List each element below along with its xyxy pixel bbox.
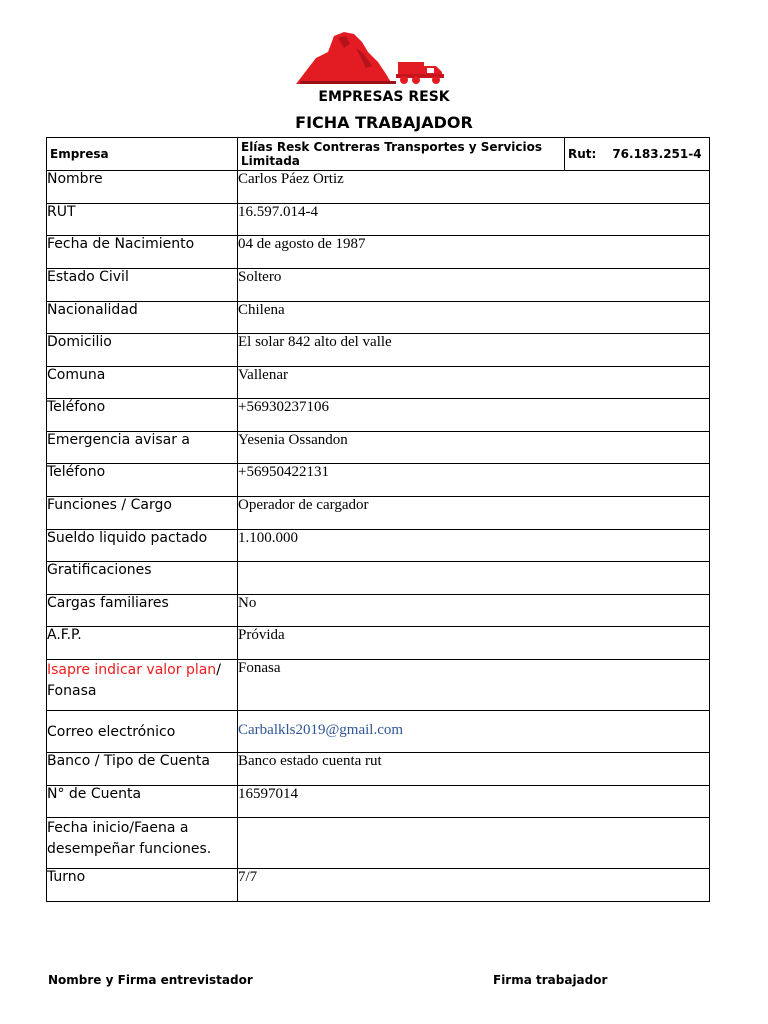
field-value: Chilena <box>238 302 710 334</box>
field-label: Emergencia avisar a <box>47 432 238 464</box>
field-label: Fecha de Nacimiento <box>47 236 238 269</box>
field-label: N° de Cuenta <box>47 786 238 818</box>
faena-row <box>47 818 710 869</box>
table-row <box>47 236 710 269</box>
table-row <box>47 269 710 302</box>
worker-form-table <box>46 137 710 902</box>
field-value: Yesenia Ossandon <box>238 432 710 464</box>
field-label: Nombre <box>47 171 238 204</box>
turno-row <box>47 869 710 902</box>
table-row <box>47 432 710 464</box>
field-value: El solar 842 alto del valle <box>238 334 710 367</box>
table-row <box>47 595 710 627</box>
field-value: 16.597.014-4 <box>238 204 710 236</box>
table-row <box>47 367 710 399</box>
company-logo <box>294 28 450 86</box>
field-value: Carlos Páez Ortiz <box>238 171 710 204</box>
table-row <box>47 711 710 753</box>
rut-value: 76.183.251-4 <box>612 147 702 161</box>
field-label: Sueldo liquido pactado <box>47 530 238 562</box>
field-label: Teléfono <box>47 399 238 432</box>
field-label: Comuna <box>47 367 238 399</box>
field-value: Banco estado cuenta rut <box>238 753 710 786</box>
table-row <box>47 171 710 204</box>
form-title: FICHA TRABAJADOR <box>295 113 473 132</box>
table-row <box>47 530 710 562</box>
company-name: EMPRESAS RESK <box>318 89 450 105</box>
isapre-row <box>47 660 710 711</box>
field-label: Banco / Tipo de Cuenta <box>47 753 238 786</box>
field-label: A.F.P. <box>47 627 238 660</box>
field-label: Cargas familiares <box>47 595 238 627</box>
field-value <box>238 562 710 595</box>
field-value: 04 de agosto de 1987 <box>238 236 710 269</box>
field-label: Correo electrónico <box>47 711 238 753</box>
rut-label: Rut: <box>568 147 597 161</box>
faena-label: Fecha inicio/Faena a desempeñar funciones. <box>47 818 238 869</box>
table-row <box>47 464 710 497</box>
table-row <box>47 334 710 367</box>
interviewer-signature-label: Nombre y Firma entrevistador <box>48 973 253 987</box>
isapre-value: Fonasa <box>238 660 710 711</box>
faena-value <box>238 818 710 869</box>
field-label: Estado Civil <box>47 269 238 302</box>
table-row <box>47 562 710 595</box>
field-value: 16597014 <box>238 786 710 818</box>
company-row <box>47 138 710 171</box>
field-label: Gratificaciones <box>47 562 238 595</box>
table-row <box>47 627 710 660</box>
table-row <box>47 497 710 530</box>
field-value: No <box>238 595 710 627</box>
field-value: Soltero <box>238 269 710 302</box>
field-value: +56950422131 <box>238 464 710 497</box>
table-row <box>47 786 710 818</box>
field-value: 1.100.000 <box>238 530 710 562</box>
company-value: Elías Resk Contreras Transportes y Servicios Limitada <box>238 138 565 171</box>
table-row <box>47 399 710 432</box>
turno-label: Turno <box>47 869 238 902</box>
isapre-label-highlight: Isapre indicar valor plan <box>47 662 217 678</box>
field-label: Teléfono <box>47 464 238 497</box>
truck-icon <box>396 62 444 84</box>
turno-value: 7/7 <box>238 869 710 902</box>
field-label: Domicilio <box>47 334 238 367</box>
email-value[interactable]: Carbalkls2019@gmail.com <box>238 711 710 753</box>
field-value: Próvida <box>238 627 710 660</box>
field-label: Nacionalidad <box>47 302 238 334</box>
field-label: RUT <box>47 204 238 236</box>
field-value: Vallenar <box>238 367 710 399</box>
field-label: Funciones / Cargo <box>47 497 238 530</box>
field-value: +56930237106 <box>238 399 710 432</box>
isapre-label: Isapre indicar valor plan/ Fonasa <box>47 660 238 711</box>
table-row <box>47 753 710 786</box>
company-label: Empresa <box>47 138 238 171</box>
table-row <box>47 302 710 334</box>
field-value: Operador de cargador <box>238 497 710 530</box>
worker-signature-label: Firma trabajador <box>493 973 608 987</box>
table-row <box>47 204 710 236</box>
company-rut <box>565 138 710 171</box>
